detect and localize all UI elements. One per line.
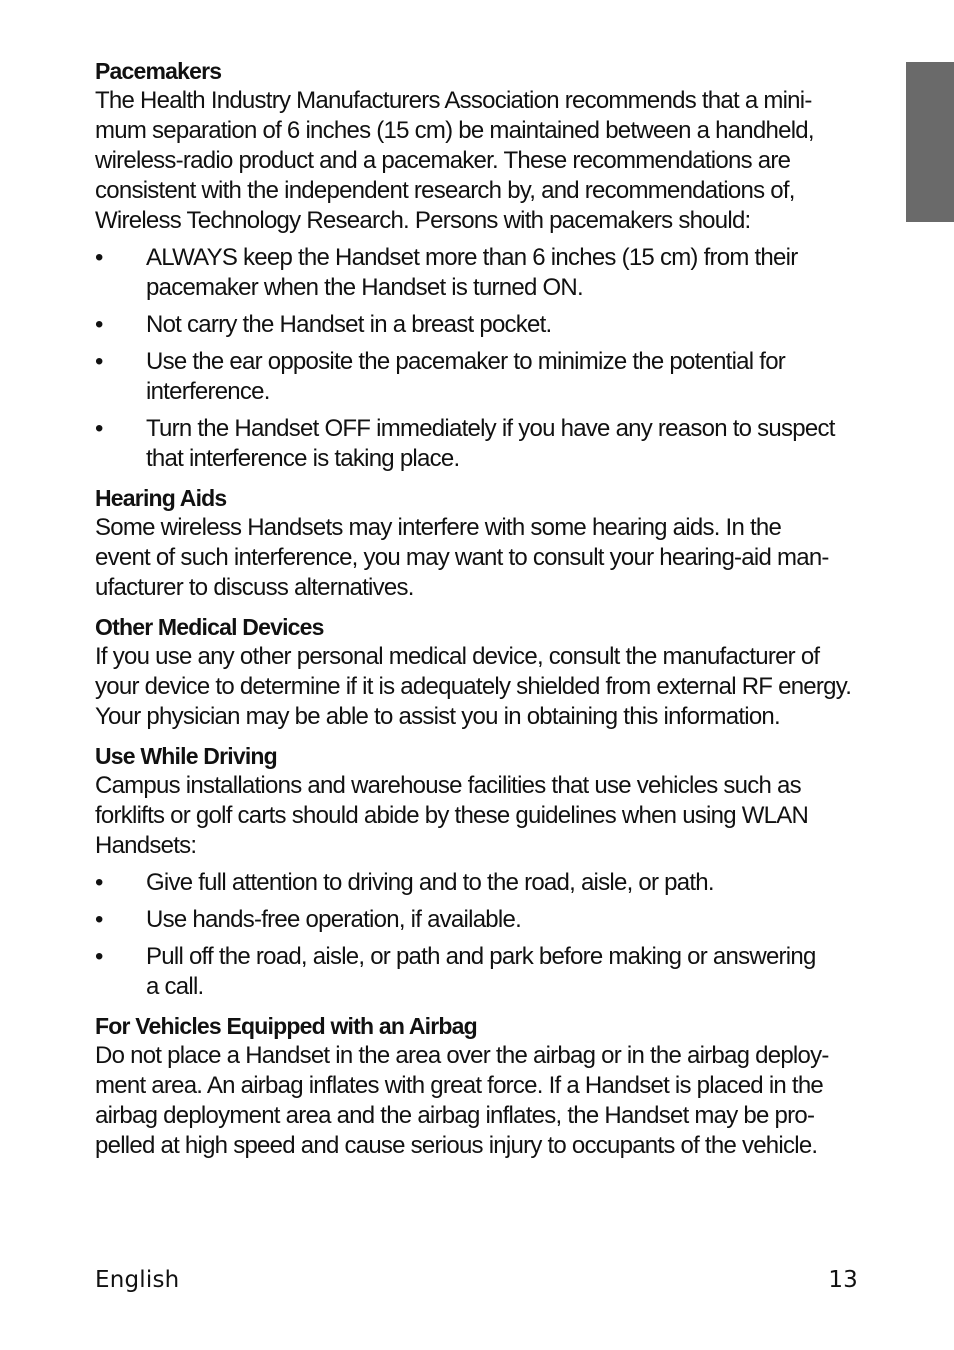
document-content: [95, 56, 865, 1170]
list-item: [95, 310, 865, 340]
page-footer: [95, 1264, 858, 1296]
list-item: [95, 347, 865, 407]
section-pacemakers: [95, 56, 865, 474]
bullet-text: Use hands-free operation, if available.: [146, 906, 521, 933]
bullet-text: Pull off the road, aisle, or path and park before making or answering a call.: [146, 943, 816, 1000]
bullet-icon: •: [95, 348, 103, 375]
section-heading: Hearing Aids: [95, 485, 227, 511]
bullet-icon: •: [95, 415, 103, 442]
footer-language: English: [95, 1267, 180, 1293]
section-body: Do not place a Handset in the area over the airbag or in the airbag deploy- ment area. An airbag inflates with great force. If a Handset is placed in the airbag deployment area and the airbag inflates, the Handset may be pro- pelled at high speed and cause serious injury to occupants of the vehicle.: [95, 1042, 829, 1159]
bullet-list: [95, 243, 865, 474]
bullet-icon: •: [95, 244, 103, 271]
list-item: [95, 414, 865, 474]
list-item: [95, 243, 865, 303]
bullet-icon: •: [95, 943, 103, 970]
section-heading: Pacemakers: [95, 58, 222, 84]
section-body: Campus installations and warehouse facilities that use vehicles such as forklifts or golf carts should abide by these guidelines when using WLAN Handsets:: [95, 772, 809, 859]
bullet-text: Give full attention to driving and to the road, aisle, or path.: [146, 869, 714, 896]
bullet-text: Turn the Handset OFF immediately if you have any reason to suspect that interference is taking place.: [146, 415, 835, 472]
list-item: [95, 905, 865, 935]
section-body: If you use any other personal medical device, consult the manufacturer of your device to determine if it is adequately shielded from external RF energy. Your physician may be able to assist you in obtaining this information.: [95, 643, 852, 730]
section-heading: Other Medical Devices: [95, 614, 324, 640]
page-number: 13: [828, 1267, 858, 1293]
bullet-icon: •: [95, 311, 103, 338]
bullet-icon: •: [95, 869, 103, 896]
section-other-medical-devices: [95, 612, 865, 732]
section-heading: Use While Driving: [95, 743, 277, 769]
section-use-while-driving: [95, 741, 865, 1002]
list-item: [95, 868, 865, 898]
bullet-text: Use the ear opposite the pacemaker to minimize the potential for interference.: [146, 348, 786, 405]
list-item: [95, 942, 865, 1002]
section-heading: For Vehicles Equipped with an Airbag: [95, 1013, 477, 1039]
language-side-tab: [906, 62, 954, 222]
bullet-list: [95, 868, 865, 1002]
bullet-text: Not carry the Handset in a breast pocket.: [146, 311, 552, 338]
bullet-icon: •: [95, 906, 103, 933]
section-body: Some wireless Handsets may interfere with some hearing aids. In the event of such interference, you may want to consult your hearing-aid man- ufacturer to discuss alternatives.: [95, 514, 829, 601]
section-vehicles-airbag: [95, 1011, 865, 1161]
section-hearing-aids: [95, 483, 865, 603]
bullet-text: ALWAYS keep the Handset more than 6 inches (15 cm) from their pacemaker when the Handset is turned ON.: [146, 244, 798, 301]
section-body: The Health Industry Manufacturers Association recommends that a mini- mum separation of 6 inches (15 cm) be maintained between a handheld, wireless-radio product and a pacemaker. These recommendations are consistent with the independent research by, and recommendations of, Wireless Technology Research. Persons with pacemakers should:: [95, 87, 814, 234]
